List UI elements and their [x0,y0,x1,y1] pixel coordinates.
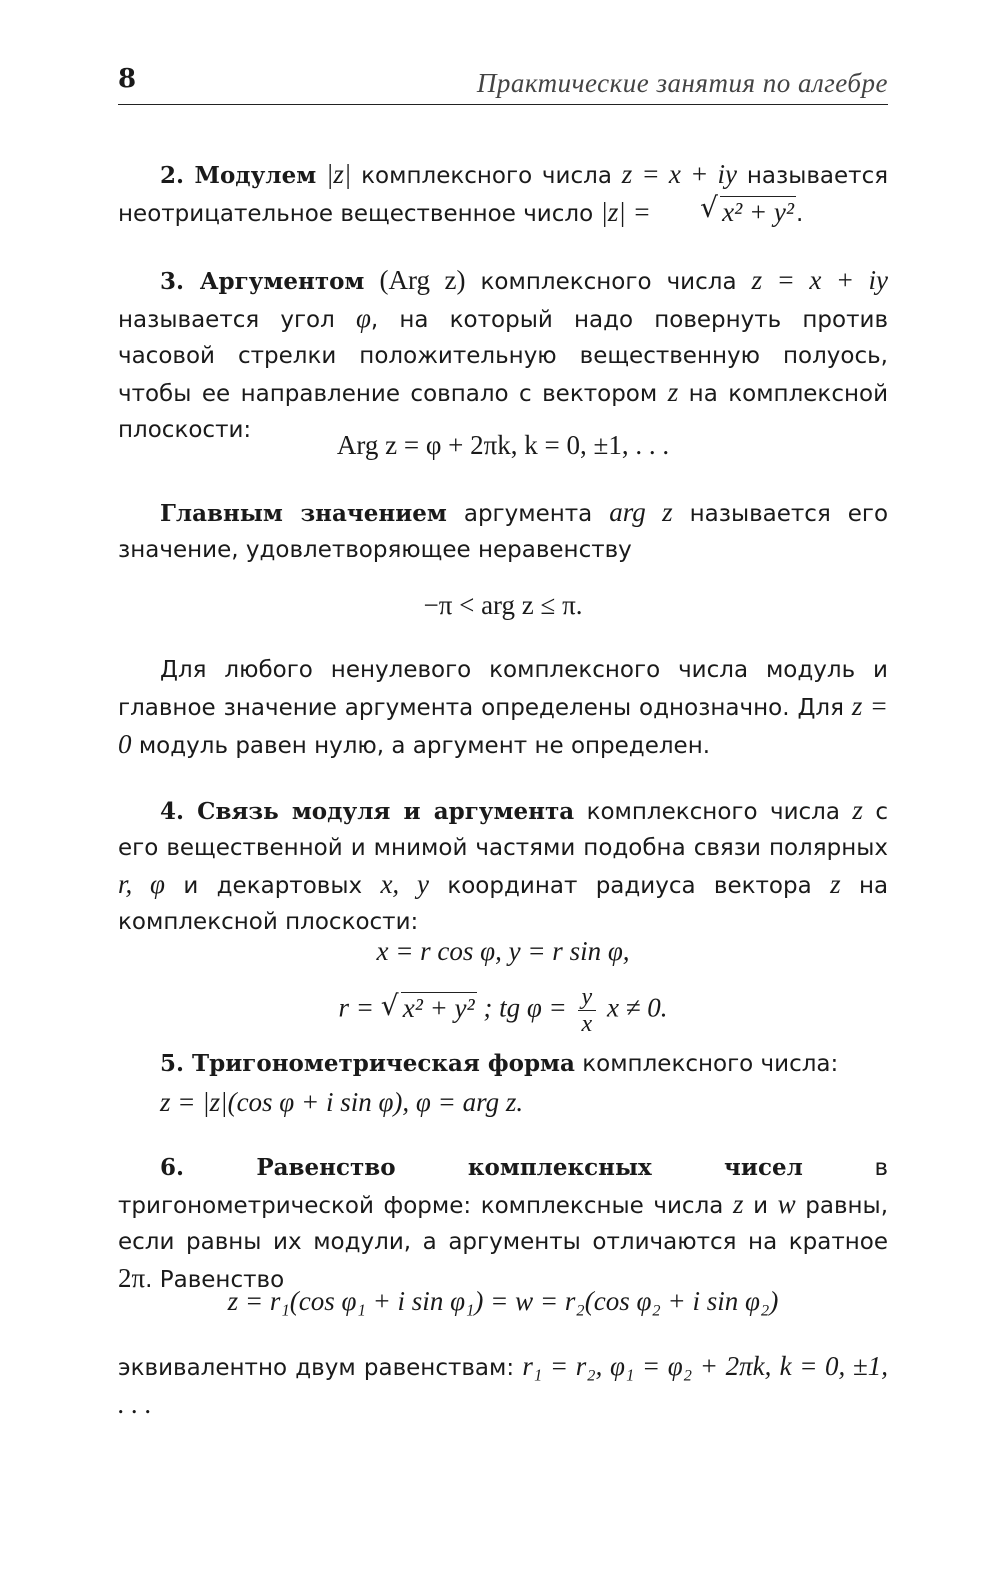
section-6-title: 6. Равенство комплексных чисел [160,1154,803,1181]
formula-arg: Arg z = φ + 2πk, k = 0, ±1, . . . [336,430,670,460]
z-definition: z = x + iy [621,159,738,189]
page-header [118,62,888,105]
formula-polar: x = r cos φ, y = r sin φ, [376,936,630,966]
sqrt-expression: √ x² + y² [658,194,796,230]
equivalence-statement: эквивалентно двум равенствам: r₁ = r₂, φ₁ = φ₂ + 2πk, k = 0, ±1, . . . [118,1351,889,1419]
section-6-equality: 6. Равенство комплексных чисел в тригонометрической форме: комплексные числа z и w равны, если равны их модули, а аргументы отличаются на кратное 2π. Равенство [118,1154,889,1293]
section-5-trig-form: 5. Тригонометрическая форма комплексного числа: [160,1050,839,1077]
section-2-modulus: 2. Модулем |z| комплексного числа z = x + iy называется неотрицательное вещественное число |z| = √ x² + y². [118,156,888,232]
running-title: Практические занятия по алгебре [476,68,888,98]
page [118,0,888,1575]
principal-note: Для любого ненулевого комплексного числа модуль и главное значение аргумента определены однозначно. Для z = 0 модуль равен нулю, а аргумент не определен. [118,657,888,759]
page-number: 8 [118,64,137,94]
principal-title: Главным значением [160,500,447,527]
section-3-argument: 3. Аргументом (Arg z) комплексного числа z = x + iy называется угол φ, на который надо повернуть против часовой стрелки положительную вещественную полуось, чтобы ее направление совпало с вектором z на комплексной плоскости: [118,265,889,443]
fraction-y-over-x: $\frac{y}{x}$ [578,984,597,1037]
formula-equality: z = r₁(cos φ₁ + i sin φ₁) = w = r₂(cos φ₂ + i sin φ₂) [227,1286,779,1316]
section-4-title: 4. Связь модуля и аргумента [160,798,575,825]
formula-r-tg: r = √ x² + y² ; tg φ = $\frac{y}{x}$ x ≠ 0. [118,984,888,1037]
section-3-title: 3. Аргументом [160,268,365,295]
section-4-relation: 4. Связь модуля и аргумента комплексного числа z с его вещественной и мнимой частями подобна связи полярных r, φ и декартовых x, y координат радиуса вектора z на комплексной плоскости: [118,795,889,935]
formula-principal-range: −π < arg z ≤ π. [423,590,583,620]
principal-value: Главным значением аргумента arg z называется его значение, удовлетворяющее неравенству [118,497,889,563]
section-5-title: 5. Тригонометрическая форма [160,1050,575,1077]
abs-z: |z| [325,159,352,189]
section-2-title: 2. Модулем [160,162,317,189]
formula-trig-form: z = |z|(cos φ + i sin φ), φ = arg z. [160,1087,524,1117]
